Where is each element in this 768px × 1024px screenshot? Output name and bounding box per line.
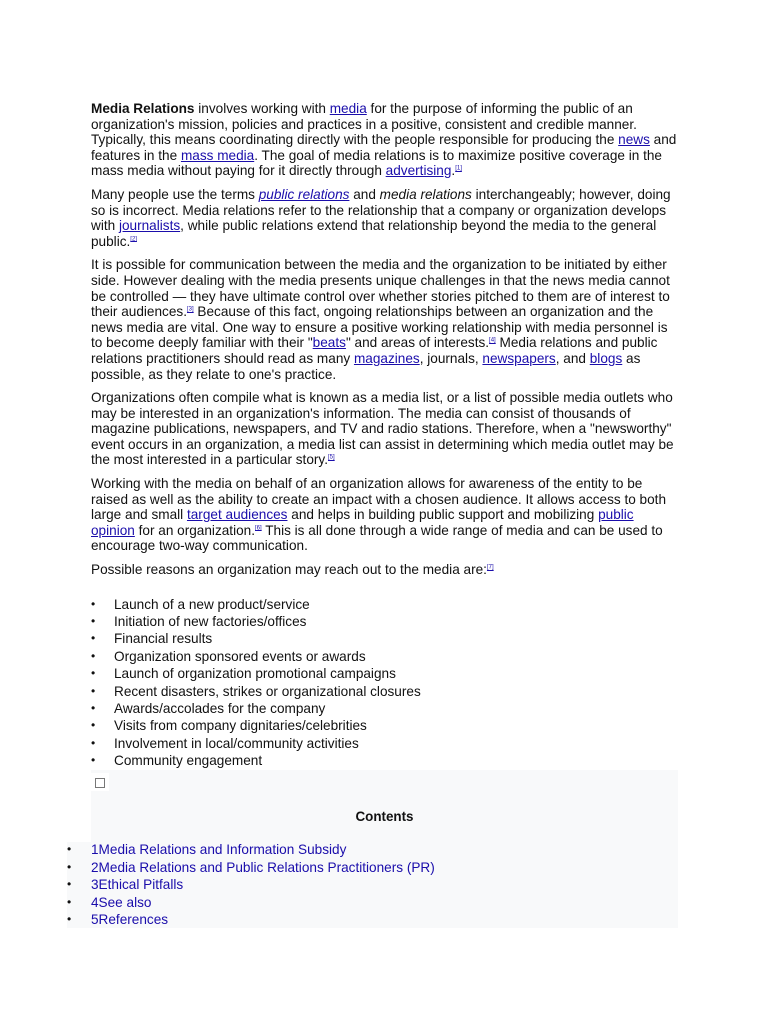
paragraph-reasons-intro [91, 562, 681, 578]
text: for the purpose of informing the public of an organization's mission, policies and practices in a positive, consistent and credible manner. Typically, this means coordinating directly with the people responsible for producing the [91, 101, 637, 148]
text: and features in the [91, 132, 677, 163]
link-blogs[interactable]: blogs [589, 350, 623, 366]
link-media[interactable]: media [329, 101, 367, 116]
citation-4[interactable]: [4] [489, 337, 496, 344]
checkbox-icon[interactable] [95, 778, 105, 788]
text: for an organization. [134, 522, 255, 538]
toc-item [67, 894, 667, 912]
text: Working with the media on behalf of an organization allows for awareness of the entity to be raised as well as the ability to create an impact with a chosen audience. It allows access to both large and small [91, 476, 667, 523]
paragraph-communication [91, 257, 681, 382]
text: , while public relations extend that relationship beyond the media to the general public. [91, 218, 657, 249]
text: Because of this fact, ongoing relationships between an organization and the news media are vital. One way to ensure a positive working relationship with media personnel is to become deeply familiar with their " [91, 304, 668, 351]
list-item: • Financial results [114, 630, 681, 647]
toc-title: Contents [355, 809, 414, 824]
list-item: • Involvement in local/community activities [114, 735, 681, 752]
text: Possible reasons an organization may reach out to the media are: [91, 562, 487, 578]
toc-item [67, 876, 667, 894]
list-item: • Visits from company dignitaries/celebrities [114, 717, 681, 734]
toc-item [67, 841, 667, 859]
link-journalists[interactable]: journalists [118, 218, 181, 234]
toc-toggle[interactable] [91, 773, 109, 791]
citation-2[interactable]: [2] [130, 236, 137, 243]
link-beats[interactable]: beats [312, 335, 346, 351]
citation-6[interactable]: [6] [255, 525, 262, 532]
list-item: • Launch of a new product/service [114, 596, 681, 613]
toc-link-information-subsidy[interactable]: 1Media Relations and Information Subsidy [91, 842, 347, 857]
list-item: • Initiation of new factories/offices [114, 613, 681, 630]
list-item: • Community engagement [114, 752, 681, 769]
link-public-opinion[interactable]: public opinion [91, 507, 634, 538]
link-magazines[interactable]: magazines [353, 350, 420, 366]
text: , journals, [419, 350, 483, 366]
text: interchangeably; however, doing so is incorrect. Media relations refer to the relationship that a company or organization develops with [91, 186, 671, 234]
text: , and [555, 350, 590, 366]
text: Organizations often compile what is known as a media list, or a list of possible media outlets who may be interested in an organization's information. The media can consist of thousands of magazine publications, newspapers, and TV and radio stations. Therefore, when a "newsworthy" event occurs in an organization, a media list can assist in determining which media outlet may be the most interested in a particular story. [91, 390, 674, 468]
paragraph-working [91, 476, 681, 554]
text: involves working with [194, 101, 330, 116]
text: Media relations and public relations practitioners should read as many [91, 335, 658, 366]
citation-1[interactable]: [1] [455, 165, 462, 172]
list-item: • Organization sponsored events or awards [114, 648, 681, 665]
toc-item [67, 911, 667, 929]
link-newspapers[interactable]: newspapers [482, 350, 556, 366]
toc-link-ethical-pitfalls[interactable]: 3Ethical Pitfalls [91, 877, 184, 893]
toc-link-pr-practitioners[interactable]: 2Media Relations and Public Relations Practitioners (PR) [91, 859, 435, 875]
paragraph-media-list [91, 390, 681, 468]
citation-5[interactable]: [5] [328, 454, 335, 461]
citation-7[interactable]: [7] [486, 564, 494, 571]
link-news[interactable]: news [618, 132, 650, 148]
list-item: • Awards/accolades for the company [114, 700, 681, 717]
article-body [91, 101, 681, 770]
text: and helps in building public support and mobilizing [287, 507, 599, 523]
italic-media-relations: media relations [379, 186, 472, 202]
toc-item [67, 859, 667, 877]
paragraph-terms [91, 187, 681, 249]
lead-term: Media Relations [91, 101, 195, 116]
text: This is all done through a wide range of media and can be used to encourage two-way communication. [91, 522, 663, 554]
toc-background [91, 770, 678, 842]
text: and [349, 186, 380, 202]
link-public-relations[interactable]: public relations [258, 186, 350, 202]
text: " and areas of interests. [345, 335, 490, 351]
list-item: • Recent disasters, strikes or organizational closures [114, 683, 681, 700]
table-of-contents [67, 770, 678, 928]
toc-list [67, 841, 667, 929]
text: as possible, as they relate to one's practice. [91, 350, 641, 382]
list-item: • Launch of organization promotional campaigns [114, 665, 681, 682]
link-mass-media[interactable]: mass media [180, 147, 255, 163]
paragraph-intro [91, 101, 681, 179]
text: . The goal of media relations is to maximize positive coverage in the mass media without paying for it directly through [91, 147, 662, 179]
toc-link-references[interactable]: 5References [91, 912, 169, 928]
text: Many people use the terms [91, 186, 259, 202]
toc-link-see-also[interactable]: 4See also [91, 894, 152, 910]
link-advertising[interactable]: advertising [385, 163, 452, 179]
text: It is possible for communication between the media and the organization to be initiated by either side. However dealing with the media presents unique challenges in that the news media cannot be controlled — they have ultimate control over whether stories pitched to them are of interest to their audiences. [91, 257, 670, 320]
reasons-list [91, 596, 681, 770]
text: . [451, 163, 456, 179]
link-target-audiences[interactable]: target audiences [186, 507, 288, 523]
citation-3[interactable]: [3] [186, 306, 194, 313]
